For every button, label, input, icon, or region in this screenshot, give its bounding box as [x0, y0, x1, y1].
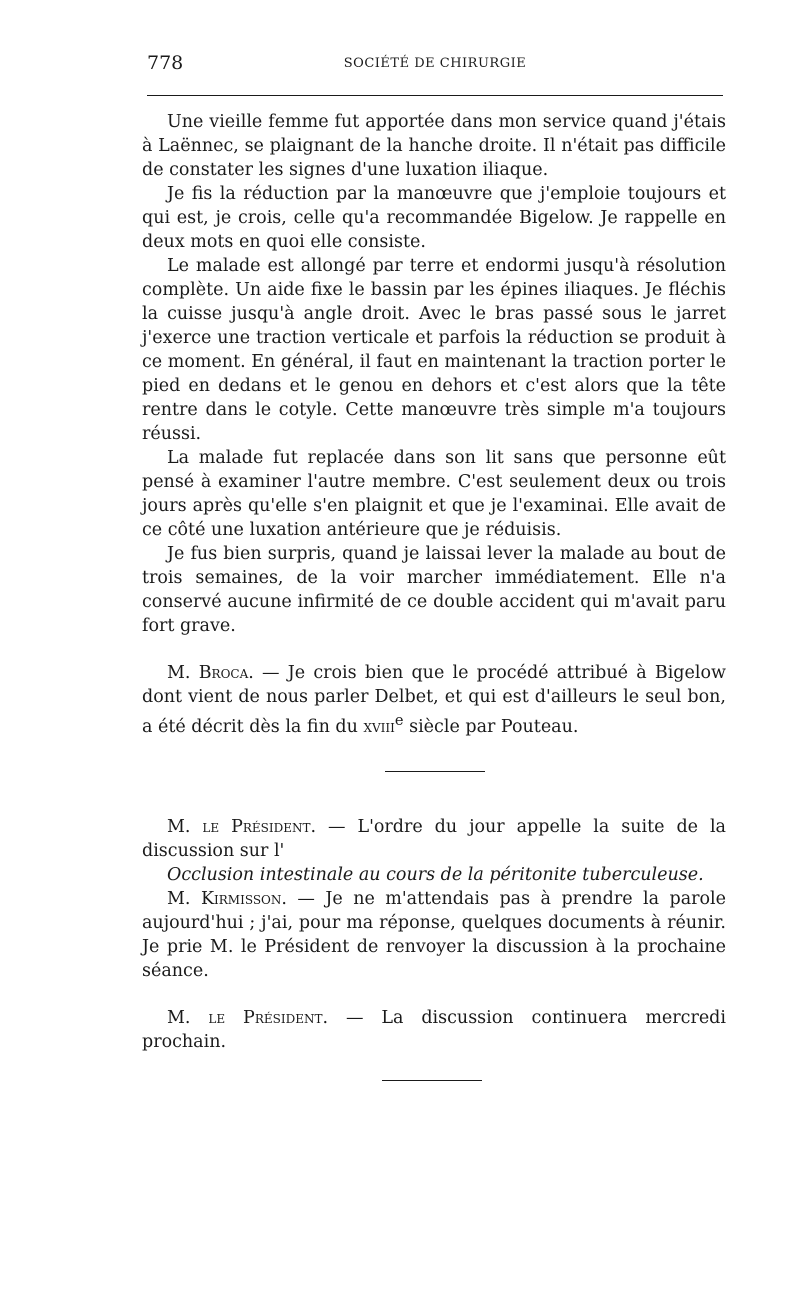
- section-divider-1: [385, 771, 485, 772]
- page-header: [147, 52, 723, 82]
- century-numeral: xviii: [363, 716, 395, 737]
- kirmisson-remark: [142, 887, 726, 983]
- section-title: Occlusion intestinale au cours de la péritonite tuberculeuse.: [167, 864, 704, 885]
- paragraph-4: La malade fut replacée dans son lit sans que personne eût pensé à examiner l'autre membre. C'est seulement deux ou trois jours après qu'elle s'en plaignit et que je l'examinai. Elle avait de ce côté une luxation antérieure que je réduisis.: [142, 448, 726, 540]
- president-remark-2: [142, 1006, 726, 1054]
- paragraph-3: Le malade est allongé par terre et endormi jusqu'à résolution complète. Un aide fixe le bassin par les épines iliaques. Je fléchis la cuisse jusqu'à angle droit. Avec le bras passé sous le jarret j'exerce une traction verticale et parfois la réduction se produit à ce moment. En général, il faut en maintenant la traction porter le pied en dedans et le genou en dehors et c'est alors que la tête rentre dans le cotyle. Cette manœuvre très simple m'a toujours réussi.: [142, 256, 726, 444]
- broca-text-start: — Je crois bien que le procédé attribué à Bigelow dont vient de nous parler Delbet, et qui est d'ailleurs le seul bon, a été décrit dès la fin du: [142, 663, 726, 737]
- body-text: [142, 110, 726, 1081]
- president-text-1: — L'ordre du jour appelle la suite de la discussion sur l': [142, 816, 726, 861]
- paragraph-1: Une vieille femme fut apportée dans mon service quand j'étais à Laënnec, se plaignant de la hanche droite. Il n'était pas difficile de constater les signes d'une luxation iliaque.: [142, 112, 726, 180]
- speaker-president-2: M. le Président.: [167, 1007, 329, 1028]
- paragraph-5: Je fus bien surpris, quand je laissai lever la malade au bout de trois semaines, de la voir marcher immédiatement. Elle n'a conservé aucune infirmité de ce double accident qui m'avait paru fort grave.: [142, 544, 726, 636]
- speaker-president-1: M. le Président.: [167, 816, 317, 837]
- page-number: 778: [147, 52, 184, 74]
- president-remark-1: [142, 815, 726, 863]
- speaker-kirmisson: M. Kirmisson.: [167, 888, 287, 909]
- kirmisson-text: — Je ne m'attendais pas à prendre la parole aujourd'hui ; j'ai, pour ma réponse, quelques documents à réunir. Je prie M. le Président de renvoyer la discussion à la prochaine séance.: [142, 888, 726, 981]
- broca-text-end: siècle par Pouteau.: [403, 716, 579, 737]
- speaker-broca: M. Broca.: [167, 663, 254, 683]
- header-rule: [147, 95, 723, 96]
- running-title: SOCIÉTÉ DE CHIRURGIE: [343, 56, 527, 71]
- century-superscript: e: [394, 712, 404, 729]
- president-text-2: — La discussion continuera mercredi prochain.: [142, 1007, 726, 1052]
- section-divider-2: [382, 1080, 482, 1081]
- broca-remark: [142, 661, 726, 739]
- paragraph-2: Je fis la réduction par la manœuvre que j'emploie toujours et qui est, je crois, celle qu'a recommandée Bigelow. Je rappelle en deux mots en quoi elle consiste.: [142, 184, 726, 252]
